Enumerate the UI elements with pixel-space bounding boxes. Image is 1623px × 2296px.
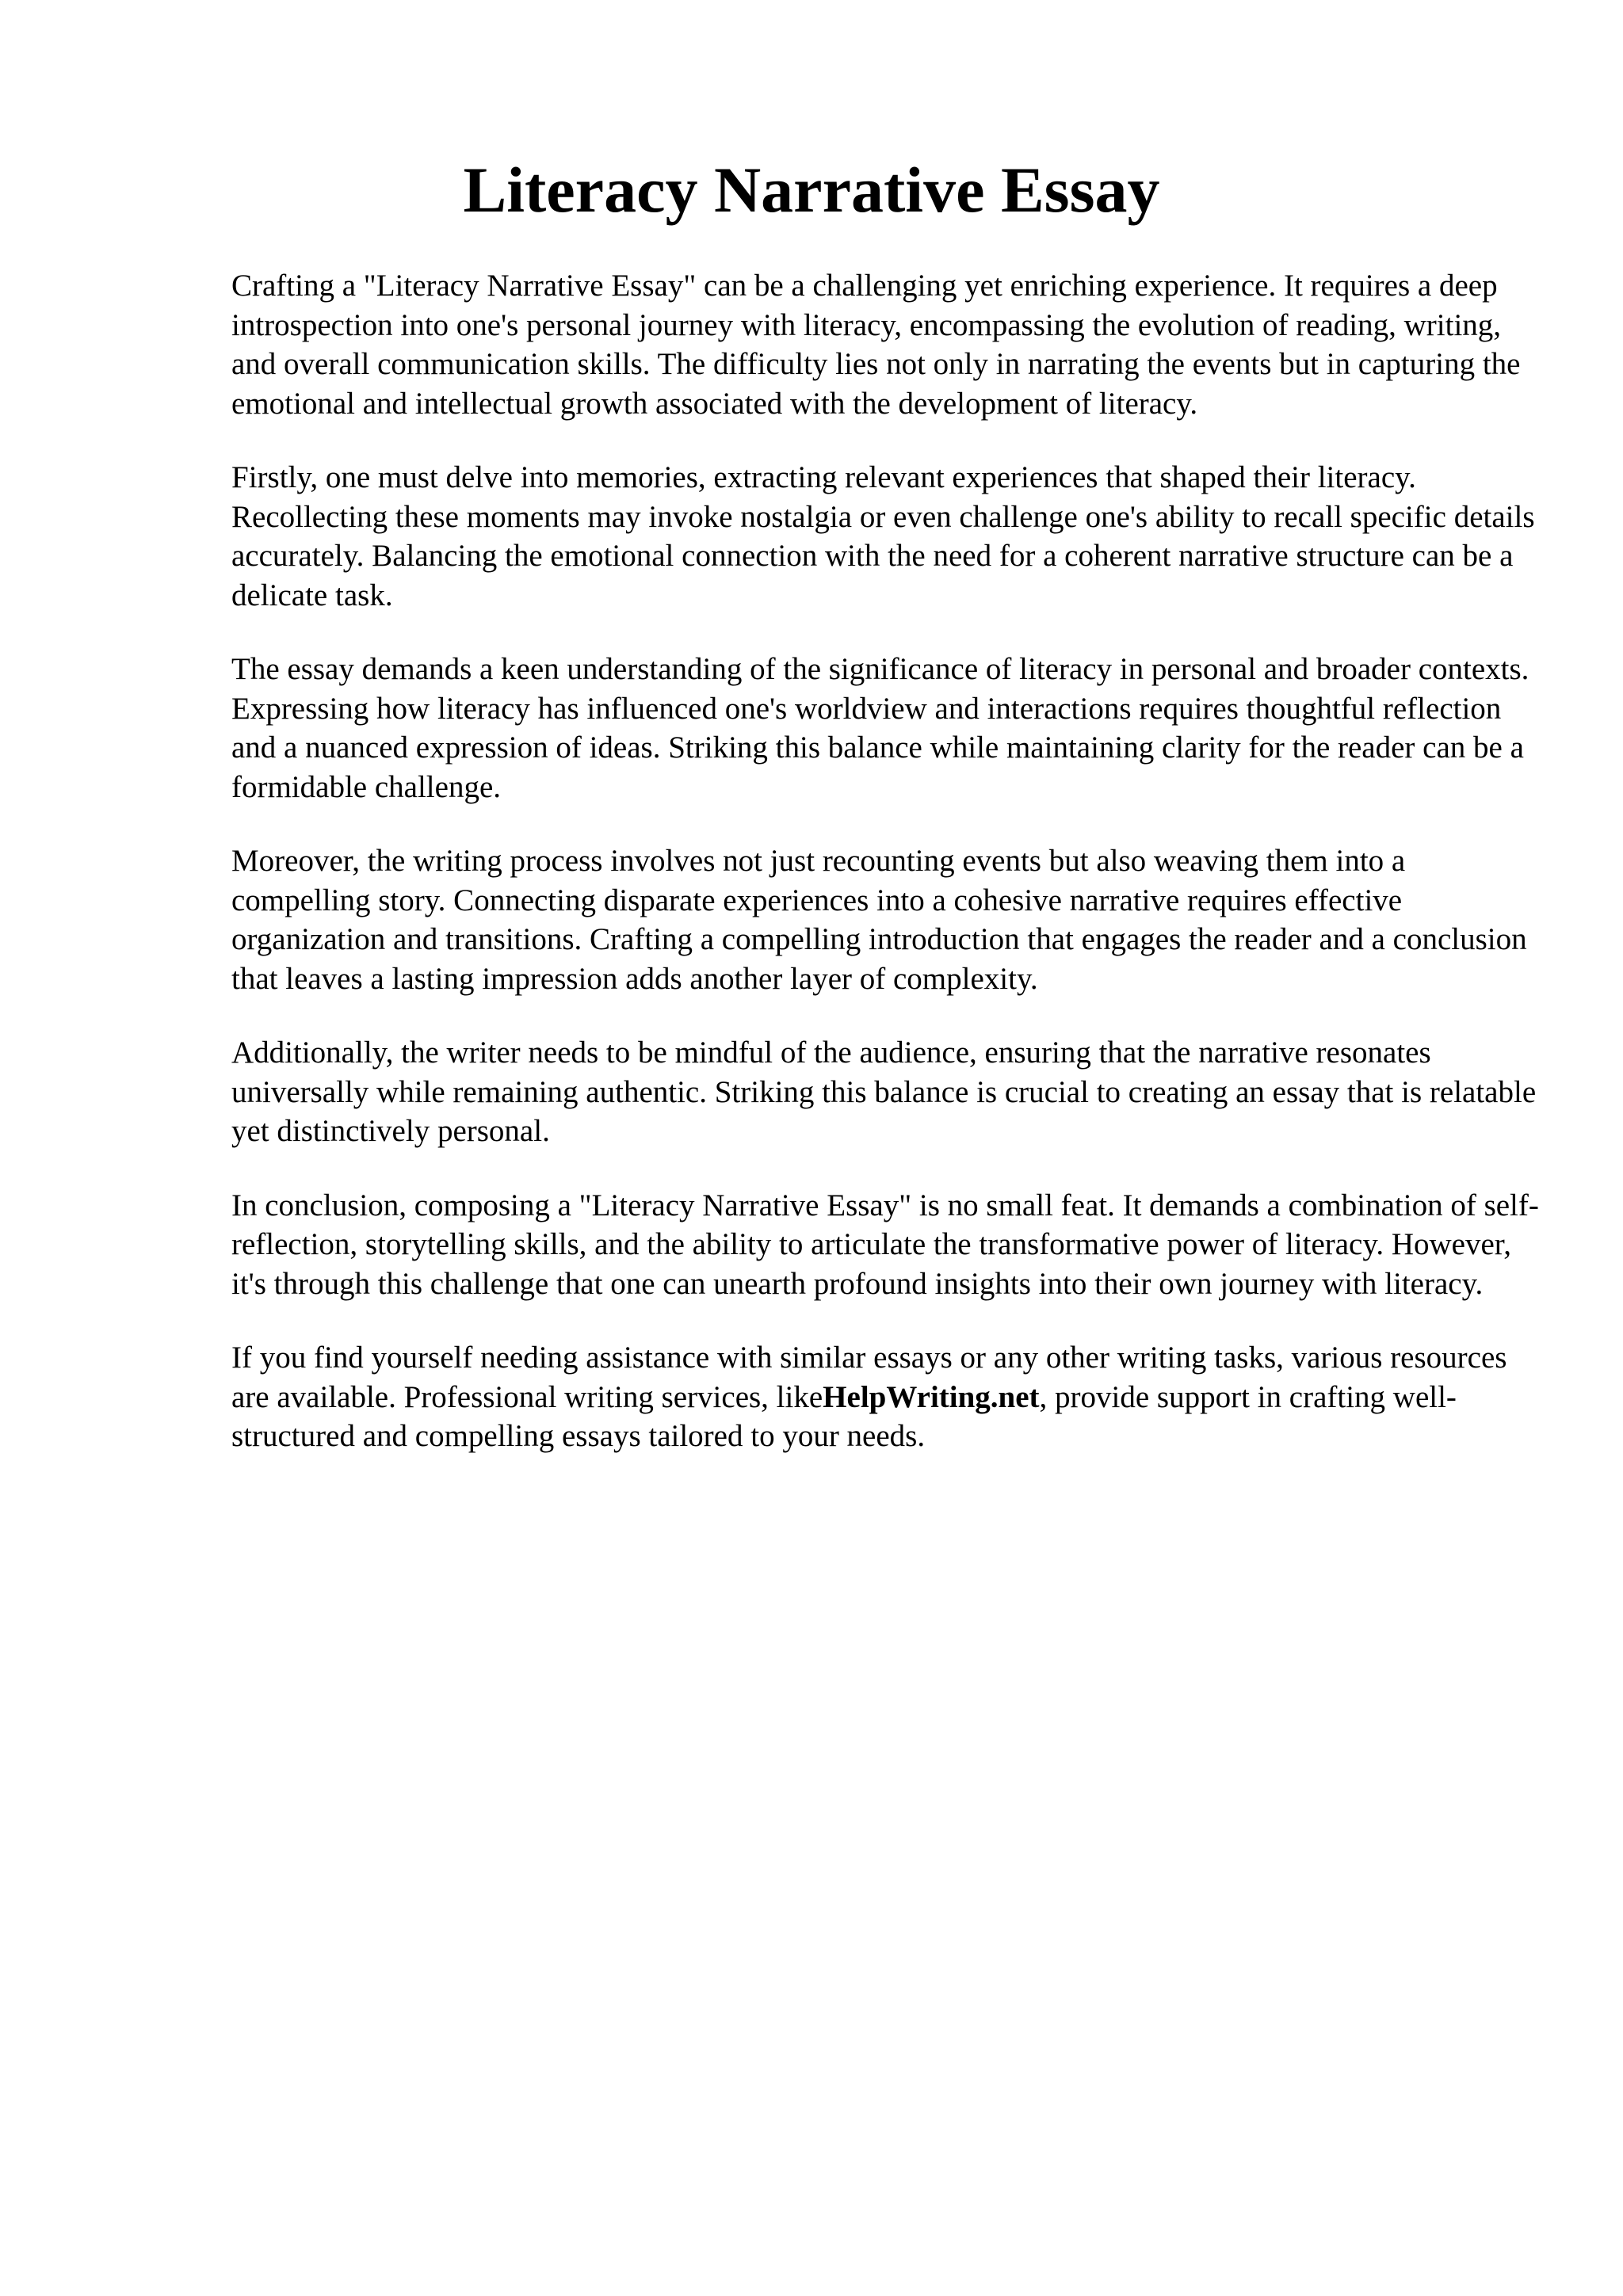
paragraph-2: Firstly, one must delve into memories, extracting relevant experiences that shaped their literacy. Recollecting these moments may invoke nostalgia or even challenge one's ability to recall specific details accurately. Balancing the emotional connection with the need for a coherent narrative structure can be a delicate task.	[231, 460, 1535, 612]
essay-body	[231, 266, 1547, 1491]
paragraph-4: Moreover, the writing process involves not just recounting events but also weaving them into a compelling story. Connecting disparate experiences into a cohesive narrative requires effective organization and transitions. Crafting a compelling introduction that engages the reader and a conclusion that leaves a lasting impression adds another layer of complexity.	[231, 844, 1527, 996]
page-title: Literacy Narrative Essay	[463, 154, 1160, 226]
paragraph-5: Additionally, the writer needs to be mindful of the audience, ensuring that the narrative resonates universally while remaining authentic. Striking this balance is crucial to creating an essay that is relatable yet distinctively personal.	[231, 1035, 1537, 1148]
paragraph-1: Crafting a "Literacy Narrative Essay" can be a challenging yet enriching experience. It requires a deep introspection into one's personal journey with literacy, encompassing the evolution of reading, writing, and overall communication skills. The difficulty lies not only in narrating the events but in capturing the emotional and intellectual growth associated with the development of literacy.	[231, 269, 1521, 421]
closing-text-before: If you find yourself needing assistance with similar essays or any other writing tasks, various resources are available. Professional writing services, like	[231, 1341, 1507, 1414]
closing-text-after: , provide support in crafting well-structured and compelling essays tailored to your needs.	[231, 1379, 1457, 1453]
paragraph-6: In conclusion, composing a "Literacy Narrative Essay" is no small feat. It demands a combination of self-reflection, storytelling skills, and the ability to articulate the transformative power of literacy. However, it's through this challenge that one can unearth profound insights into their own journey with literacy.	[231, 1188, 1539, 1301]
helpwriting-link[interactable]: HelpWriting.net	[823, 1379, 1040, 1414]
paragraph-3: The essay demands a keen understanding of the significance of literacy in personal and broader contexts. Expressing how literacy has influenced one's worldview and interactions requires thoughtful reflection and a nuanced expression of ideas. Striking this balance while maintaining clarity for the reader can be a formidable challenge.	[231, 652, 1529, 804]
closing-paragraph	[231, 1338, 1547, 1456]
